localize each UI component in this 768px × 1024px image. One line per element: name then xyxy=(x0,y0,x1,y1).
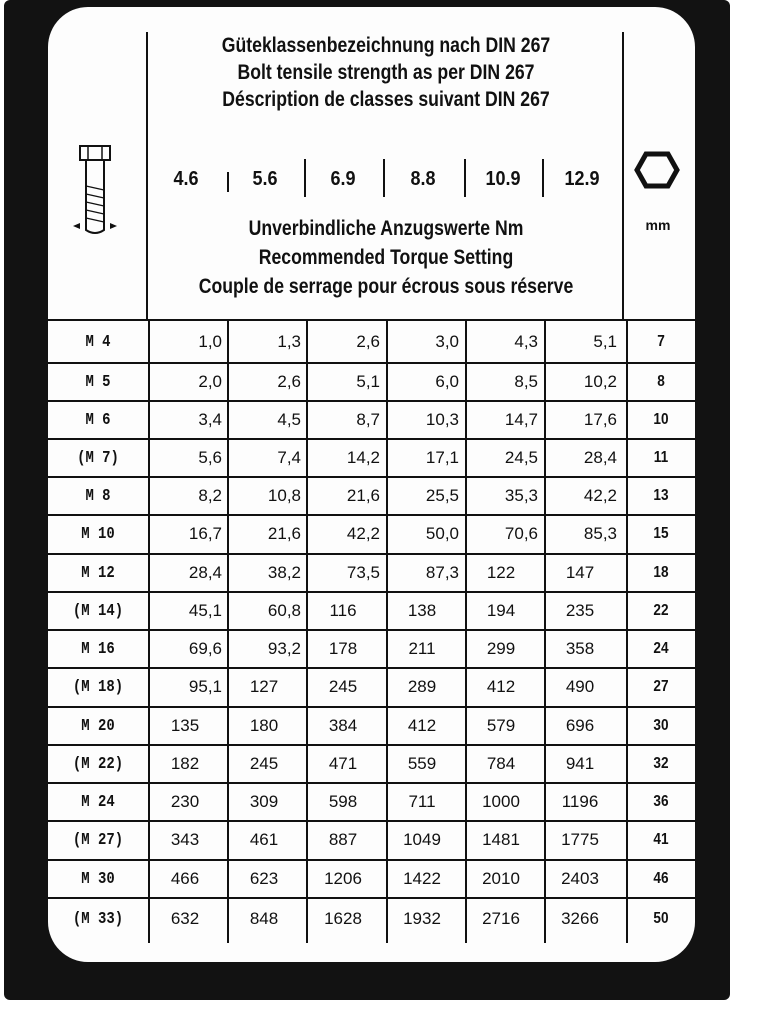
bolt-size-cell: (M 18) xyxy=(72,677,124,697)
torque-cell: 490 xyxy=(565,677,595,696)
torque-card xyxy=(48,7,695,962)
torque-cell: 848 xyxy=(249,909,279,928)
torque-cell: 559 xyxy=(407,754,437,773)
bolt-size-cell: M 8 xyxy=(85,486,111,506)
torque-cell: 412 xyxy=(486,677,516,696)
torque-german: Unverbindliche Anzugswerte Nm xyxy=(248,217,524,240)
title-german: Güteklassenbezeichnung nach DIN 267 xyxy=(221,34,551,57)
torque-cell: 60,8 xyxy=(267,601,301,620)
wrench-size-cell: 13 xyxy=(653,487,669,504)
table-row xyxy=(48,401,695,439)
torque-cell: 299 xyxy=(486,639,516,658)
bolt-size-cell: M 30 xyxy=(81,869,115,889)
torque-cell: 696 xyxy=(565,716,595,735)
table-row xyxy=(48,630,695,668)
torque-cell: 8,2 xyxy=(198,486,222,505)
torque-cell: 38,2 xyxy=(267,563,301,582)
torque-cell: 245 xyxy=(249,754,279,773)
torque-cell: 711 xyxy=(408,792,436,811)
torque-cell: 73,5 xyxy=(346,563,380,582)
torque-cell: 21,6 xyxy=(267,524,301,543)
torque-cell: 1049 xyxy=(403,830,441,849)
table-row xyxy=(48,592,695,630)
torque-cell: 230 xyxy=(170,792,200,811)
torque-cell: 14,7 xyxy=(504,410,538,429)
torque-cell: 178 xyxy=(328,639,358,658)
torque-cell: 941 xyxy=(565,754,595,773)
wrench-size-cell: 36 xyxy=(653,793,669,810)
torque-cell: 25,5 xyxy=(425,486,459,505)
wrench-size-cell: 41 xyxy=(653,831,669,848)
torque-cell: 598 xyxy=(328,792,358,811)
torque-cell: 95,1 xyxy=(188,677,222,696)
table-row xyxy=(48,554,695,592)
table-row xyxy=(48,515,695,553)
grade-divider xyxy=(383,159,385,197)
torque-cell: 384 xyxy=(328,716,358,735)
bolt-size-cell: (M 27) xyxy=(72,830,124,850)
torque-cell: 50,0 xyxy=(425,524,459,543)
torque-cell: 1206 xyxy=(324,869,362,888)
torque-cell: 471 xyxy=(328,754,358,773)
bolt-size-cell: M 20 xyxy=(81,716,115,736)
torque-cell: 632 xyxy=(170,909,200,928)
table-row xyxy=(48,707,695,745)
bolt-size-cell: (M 14) xyxy=(72,601,124,621)
torque-english: Recommended Torque Setting xyxy=(258,246,514,269)
torque-cell: 5,1 xyxy=(593,332,617,351)
bolt-size-cell: M 24 xyxy=(81,792,115,812)
torque-cell: 3,4 xyxy=(198,410,222,429)
wrench-size-cell: 18 xyxy=(653,564,669,581)
table-row xyxy=(48,900,695,938)
wrench-size-cell: 50 xyxy=(653,910,669,927)
wrench-size-cell: 46 xyxy=(653,870,669,887)
hex-nut-icon xyxy=(634,150,680,190)
torque-cell: 1775 xyxy=(561,830,599,849)
torque-cell: 5,1 xyxy=(356,372,380,391)
torque-cell: 16,7 xyxy=(188,524,222,543)
wrench-size-cell: 8 xyxy=(657,373,665,390)
table-row xyxy=(48,477,695,515)
torque-cell: 127 xyxy=(249,677,279,696)
bolt-size-cell: M 6 xyxy=(85,410,111,430)
torque-cell: 147 xyxy=(565,563,595,582)
torque-cell: 245 xyxy=(328,677,358,696)
header-title xyxy=(186,32,586,113)
torque-cell: 3,0 xyxy=(435,332,459,351)
torque-cell: 28,4 xyxy=(583,448,617,467)
title-french: Déscription de classes suivant DIN 267 xyxy=(222,88,550,111)
table-row xyxy=(48,821,695,859)
torque-cell: 5,6 xyxy=(198,448,222,467)
torque-cell: 42,2 xyxy=(583,486,617,505)
torque-cell: 138 xyxy=(407,601,437,620)
bolt-size-cell: (M 22) xyxy=(72,754,124,774)
torque-cell: 461 xyxy=(249,830,279,849)
title-english: Bolt tensile strength as per DIN 267 xyxy=(237,61,535,84)
torque-cell: 116 xyxy=(329,601,357,620)
bolt-size-cell: (M 33) xyxy=(72,909,124,929)
torque-cell: 3266 xyxy=(561,909,599,928)
grade-12-9: 12.9 xyxy=(564,168,600,190)
torque-cell: 7,4 xyxy=(277,448,301,467)
torque-cell: 2010 xyxy=(482,869,520,888)
torque-cell: 182 xyxy=(170,754,200,773)
torque-cell: 35,3 xyxy=(504,486,538,505)
torque-cell: 122 xyxy=(486,563,516,582)
torque-cell: 289 xyxy=(407,677,437,696)
bolt-size-cell: M 12 xyxy=(81,563,115,583)
torque-cell: 2716 xyxy=(482,909,520,928)
torque-cell: 579 xyxy=(486,716,516,735)
torque-cell: 2,6 xyxy=(356,332,380,351)
torque-cell: 42,2 xyxy=(346,524,380,543)
table-row xyxy=(48,668,695,706)
torque-cell: 17,1 xyxy=(425,448,459,467)
bolt-icon xyxy=(70,140,120,240)
torque-cell: 10,3 xyxy=(425,410,459,429)
grade-divider xyxy=(542,159,544,197)
torque-cell: 343 xyxy=(170,830,200,849)
table-row xyxy=(48,783,695,821)
wrench-size-cell: 30 xyxy=(653,717,669,734)
table-row xyxy=(48,745,695,783)
wrench-size-cell: 15 xyxy=(653,525,669,542)
bolt-size-cell: M 10 xyxy=(81,524,115,544)
torque-cell: 1628 xyxy=(324,909,362,928)
table-row xyxy=(48,439,695,477)
header-left-rule xyxy=(146,32,148,319)
torque-cell: 1481 xyxy=(482,830,520,849)
wrench-size-cell: 24 xyxy=(653,640,669,657)
torque-cell: 623 xyxy=(249,869,279,888)
grid-row-line xyxy=(48,319,695,321)
torque-cell: 24,5 xyxy=(504,448,538,467)
grade-5-6: 5.6 xyxy=(252,168,278,190)
torque-cell: 14,2 xyxy=(346,448,380,467)
table-row xyxy=(48,323,695,361)
torque-cell: 211 xyxy=(408,639,436,658)
grade-6-9: 6.9 xyxy=(330,168,356,190)
torque-title xyxy=(186,214,586,301)
wrench-size-cell: 32 xyxy=(653,755,669,772)
torque-cell: 309 xyxy=(249,792,279,811)
torque-cell: 4,5 xyxy=(277,410,301,429)
torque-cell: 887 xyxy=(328,830,358,849)
bolt-size-cell: (M 7) xyxy=(77,448,119,468)
wrench-size-cell: 10 xyxy=(653,411,669,428)
torque-cell: 1196 xyxy=(561,792,599,811)
torque-cell: 1932 xyxy=(403,909,441,928)
torque-cell: 85,3 xyxy=(583,524,617,543)
torque-cell: 194 xyxy=(486,601,516,620)
wrench-size-cell: 7 xyxy=(657,333,665,350)
torque-cell: 1,0 xyxy=(198,332,222,351)
torque-cell: 70,6 xyxy=(504,524,538,543)
grade-divider xyxy=(304,159,306,197)
torque-cell: 28,4 xyxy=(188,563,222,582)
torque-cell: 87,3 xyxy=(425,563,459,582)
torque-cell: 10,2 xyxy=(583,372,617,391)
mm-header: mm xyxy=(645,217,671,233)
grade-4-6: 4.6 xyxy=(173,168,199,190)
torque-cell: 10,8 xyxy=(267,486,301,505)
table-row xyxy=(48,860,695,898)
torque-cell: 69,6 xyxy=(188,639,222,658)
torque-cell: 6,0 xyxy=(435,372,459,391)
torque-cell: 2,6 xyxy=(277,372,301,391)
torque-cell: 466 xyxy=(170,869,200,888)
grade-divider xyxy=(464,159,466,197)
wrench-size-cell: 11 xyxy=(653,449,669,466)
torque-cell: 8,5 xyxy=(514,372,538,391)
bolt-size-cell: M 16 xyxy=(81,639,115,659)
header-right-rule xyxy=(622,32,624,319)
bolt-size-cell: M 5 xyxy=(85,372,111,392)
bolt-size-cell: M 4 xyxy=(85,332,111,352)
torque-cell: 1000 xyxy=(482,792,520,811)
table-row xyxy=(48,363,695,401)
wrench-size-cell: 22 xyxy=(653,602,669,619)
torque-cell: 1,3 xyxy=(277,332,301,351)
torque-cell: 135 xyxy=(170,716,200,735)
torque-cell: 1422 xyxy=(403,869,441,888)
torque-cell: 784 xyxy=(486,754,516,773)
torque-cell: 4,3 xyxy=(514,332,538,351)
torque-french: Couple de serrage pour écrous sous réserve xyxy=(198,275,574,298)
torque-cell: 358 xyxy=(565,639,595,658)
torque-cell: 93,2 xyxy=(267,639,301,658)
torque-cell: 180 xyxy=(249,716,279,735)
grade-8-8: 8.8 xyxy=(410,168,436,190)
torque-cell: 8,7 xyxy=(356,410,380,429)
torque-cell: 45,1 xyxy=(188,601,222,620)
torque-cell: 2,0 xyxy=(198,372,222,391)
torque-cell: 17,6 xyxy=(583,410,617,429)
wrench-size-cell: 27 xyxy=(653,678,669,695)
grade-10-9: 10.9 xyxy=(485,168,521,190)
torque-cell: 21,6 xyxy=(346,486,380,505)
torque-cell: 412 xyxy=(407,716,437,735)
torque-cell: 2403 xyxy=(561,869,599,888)
torque-cell: 235 xyxy=(565,601,595,620)
